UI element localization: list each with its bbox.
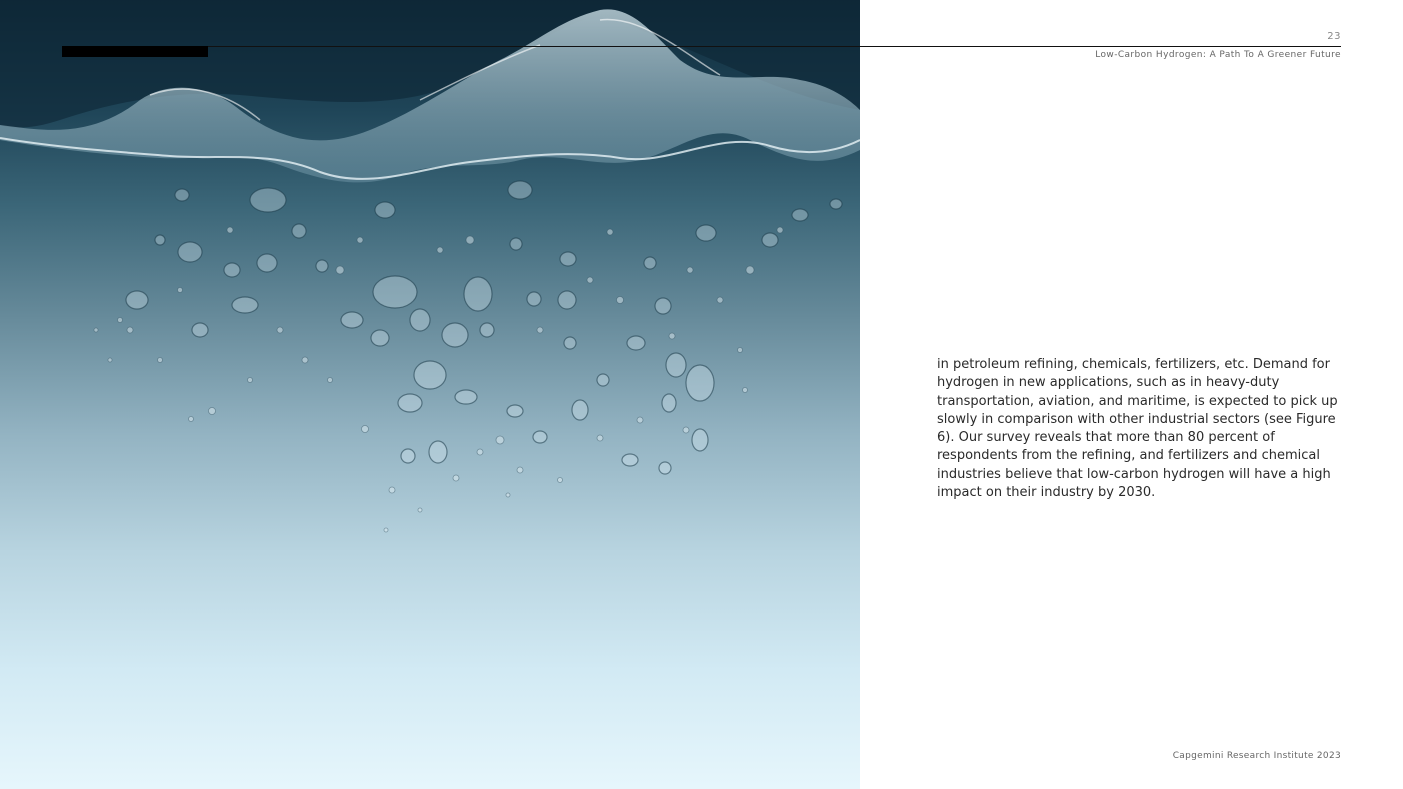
running-title: Low-Carbon Hydrogen: A Path To A Greener Future	[1095, 50, 1341, 60]
body-paragraph: in petroleum refining, chemicals, fertilizers, etc. Demand for hydrogen in new applications, such as in heavy-duty transportation, aviation, and maritime, is expected to pick up slowly in comparison with other industrial sectors (see Figure 6). Our survey reveals that more than 80 percent of respondents from the refining, and fertilizers and chemical industries believe that low-carbon hydrogen will have a high impact on their industry by 2030.	[937, 357, 1338, 501]
footer-credit: Capgemini Research Institute 2023	[1172, 751, 1341, 761]
header-rule	[62, 46, 1341, 47]
header-rule-accent	[62, 46, 208, 57]
page-number: 23	[1327, 31, 1341, 42]
